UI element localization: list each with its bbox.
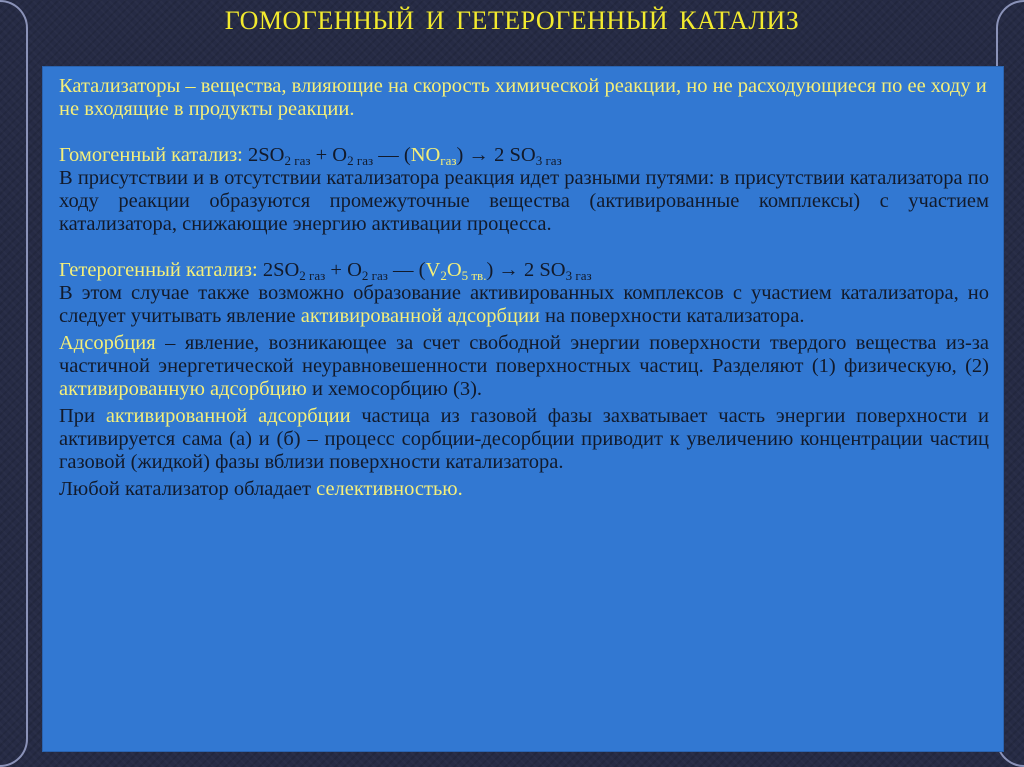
selectivity-text: Любой катализатор обладает селективностью. bbox=[59, 478, 463, 500]
catalyst-definition: Катализаторы – вещества, влияющие на скорость химической реакции, но не расходующиеся по ее ходу и не входящие в продукты реакции. bbox=[59, 75, 987, 120]
heterogeneous-text: В этом случае также возможно образование активированных комплексов с участием катализатора, но следует учитывать явление активированной адсорбции на поверхности катализатора. bbox=[59, 282, 989, 327]
heterogeneous-label: Гетерогенный катализ: bbox=[59, 259, 258, 281]
content-panel bbox=[42, 66, 1004, 752]
homogeneous-text: В присутствии и в отсутствии катализатора реакция идет разными путями: в присутствии катализатора по ходу реакции образуются промежуточные вещества (активированные комплексы) с участием катализатора, снижающие энергию активации процесса. bbox=[59, 167, 989, 235]
heterogeneous-equation: Гетерогенный катализ: $2SO_{2 газ} + O_{2 газ}$ — $(V_2O_{5 тв.}) \to 2$ $SO_{3 газ}$ bbox=[59, 259, 592, 283]
adsorption-text: Адсорбция – явление, возникающее за счет свободной энергии поверхности твердого вещества из-за частичной энергетической неуравновешенности поверхностных частиц. Разделяют (1) физическую, (2) активированную адсорбцию и хемосорбцию (3). bbox=[59, 332, 989, 400]
activated-adsorption-text: При активированной адсорбции частица из газовой фазы захватывает часть энергии поверхности и активируется сама (а) и (б) – процесс сорбции-десорбции приводит к увеличению концентрации частиц газовой (жидкой) фазы вблизи поверхности катализатора. bbox=[59, 405, 989, 473]
left-bracket-decoration bbox=[0, 0, 28, 767]
homogeneous-label: Гомогенный катализ: bbox=[59, 144, 243, 166]
homogeneous-equation: Гомогенный катализ: $2SO_{2 газ} + O_{2 газ}$ — $(NO_{газ}) \to 2$ $SO_{3 газ}$ bbox=[59, 144, 562, 168]
slide-title: ГОМОГЕННЫЙ И ГЕТЕРОГЕННЫЙ КАТАЛИЗ bbox=[224, 6, 800, 35]
